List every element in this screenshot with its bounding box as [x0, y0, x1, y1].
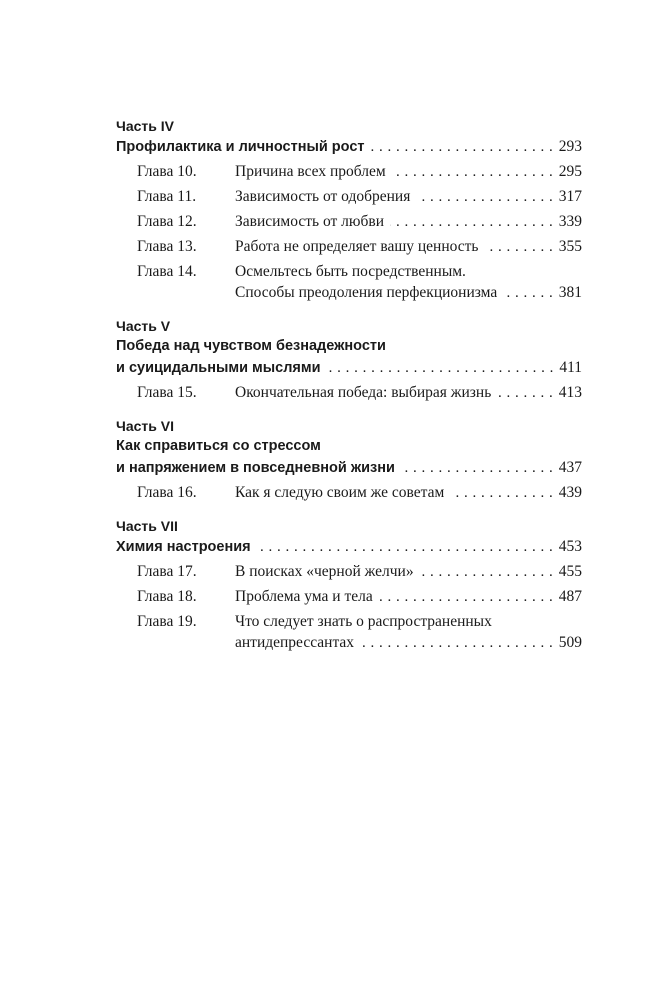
chapter-title-line — [235, 586, 582, 607]
chapter-label: Глава 10. — [137, 163, 197, 180]
chapter-title — [235, 482, 582, 503]
chapter-label: Глава 12. — [137, 213, 197, 230]
chapter-label: Глава 17. — [137, 563, 197, 580]
part-label: Часть VI — [116, 418, 174, 434]
page-number: 439 — [558, 484, 582, 501]
dot-leader — [485, 237, 553, 258]
chapter-title — [235, 561, 582, 582]
chapter-title-text: Работа не определяет вашу ценность — [235, 238, 479, 255]
chapter-label: Глава 14. — [137, 263, 197, 280]
toc-chapter — [116, 236, 582, 257]
dot-leader — [360, 633, 553, 654]
chapter-title-text: Причина всех проблем — [235, 163, 386, 180]
chapter-title-line — [235, 282, 582, 303]
toc-chapter — [116, 586, 582, 607]
chapter-title — [235, 611, 582, 653]
toc-chapter — [116, 382, 582, 403]
dot-leader — [503, 283, 553, 304]
dot-leader — [392, 162, 553, 183]
dot-leader — [420, 562, 553, 583]
page-number: 411 — [559, 359, 582, 376]
part-label: Часть IV — [116, 118, 174, 134]
chapter-title-line — [235, 611, 582, 632]
chapter-title-text: Окончательная победа: выбирая жизнь — [235, 384, 492, 401]
page-number: 437 — [558, 459, 582, 476]
part-title — [116, 436, 582, 478]
toc-chapter — [116, 482, 582, 503]
toc-part — [116, 116, 582, 303]
part-title-line — [116, 357, 582, 378]
chapter-title-text: Как я следую своим же советам — [235, 484, 445, 501]
toc-part — [116, 516, 582, 653]
chapter-title-line — [235, 161, 582, 182]
chapter-label: Глава 16. — [137, 484, 197, 501]
dot-leader — [497, 383, 552, 404]
page-number: 487 — [558, 588, 582, 605]
part-title — [116, 536, 582, 557]
chapter-label: Глава 15. — [137, 384, 197, 401]
page-number: 455 — [558, 563, 582, 580]
chapter-title — [235, 261, 582, 303]
part-title-text: Как справиться со стрессом — [116, 438, 321, 454]
page-number: 381 — [558, 284, 582, 301]
part-title-text: Профилактика и личностный рост — [116, 139, 365, 155]
part-title-line — [116, 457, 582, 478]
page-number: 413 — [558, 384, 582, 401]
chapter-title-line — [235, 561, 582, 582]
chapter-title — [235, 382, 582, 403]
chapter-title — [235, 161, 582, 182]
chapter-title-text: антидепрессантах — [235, 634, 355, 651]
part-title-text: Химия настроения — [116, 539, 251, 555]
chapter-title-text: Осмельтесь быть посредственным. — [235, 263, 466, 280]
toc-part — [116, 316, 582, 403]
dot-leader — [379, 587, 553, 608]
part-title — [116, 336, 582, 378]
toc-chapter — [116, 611, 582, 653]
dot-leader — [257, 537, 553, 558]
toc-chapter — [116, 211, 582, 232]
chapter-title-line — [235, 236, 582, 257]
chapter-title-line — [235, 211, 582, 232]
dot-leader — [370, 137, 552, 158]
page-number: 293 — [558, 138, 582, 155]
dot-leader — [390, 212, 553, 233]
chapter-title-text: Зависимость от одобрения — [235, 188, 411, 205]
table-of-contents — [116, 116, 582, 666]
toc-chapter — [116, 161, 582, 182]
chapter-label: Глава 11. — [137, 188, 197, 205]
dot-leader — [416, 187, 552, 208]
chapter-title-line — [235, 482, 582, 503]
page-number: 453 — [558, 538, 582, 555]
chapter-title-line — [235, 261, 582, 282]
chapter-title — [235, 211, 582, 232]
page-number: 317 — [558, 188, 582, 205]
page-number: 295 — [558, 163, 582, 180]
chapter-title-text: Проблема ума и тела — [235, 588, 373, 605]
chapter-title — [235, 586, 582, 607]
chapter-title-line — [235, 632, 582, 653]
page-number: 509 — [558, 634, 582, 651]
chapter-label: Глава 18. — [137, 588, 197, 605]
part-label: Часть VII — [116, 518, 178, 534]
page-number: 355 — [558, 238, 582, 255]
page-number: 339 — [558, 213, 582, 230]
chapter-title-text: Способы преодоления перфекционизма — [235, 284, 498, 301]
dot-leader — [327, 358, 554, 379]
chapter-title-text: В поисках «черной желчи» — [235, 563, 414, 580]
part-title-line — [116, 136, 582, 157]
toc-chapter — [116, 261, 582, 303]
chapter-title-text: Что следует знать о распространенных — [235, 613, 492, 630]
chapter-title-text: Зависимость от любви — [235, 213, 384, 230]
chapter-label: Глава 13. — [137, 238, 197, 255]
chapter-label: Глава 19. — [137, 613, 197, 630]
toc-chapter — [116, 561, 582, 582]
part-title-text: Победа над чувством безнадежности — [116, 338, 386, 354]
dot-leader — [450, 483, 552, 504]
part-title-line — [116, 436, 582, 457]
part-title — [116, 136, 582, 157]
part-title-text: и суицидальными мыслями — [116, 360, 321, 376]
dot-leader — [401, 458, 553, 479]
toc-chapter — [116, 186, 582, 207]
part-title-line — [116, 336, 582, 357]
chapter-title-line — [235, 382, 582, 403]
chapter-title — [235, 186, 582, 207]
chapter-title-line — [235, 186, 582, 207]
chapter-title — [235, 236, 582, 257]
toc-part — [116, 416, 582, 503]
part-title-text: и напряжением в повседневной жизни — [116, 460, 395, 476]
part-label: Часть V — [116, 318, 171, 334]
part-title-line — [116, 536, 582, 557]
